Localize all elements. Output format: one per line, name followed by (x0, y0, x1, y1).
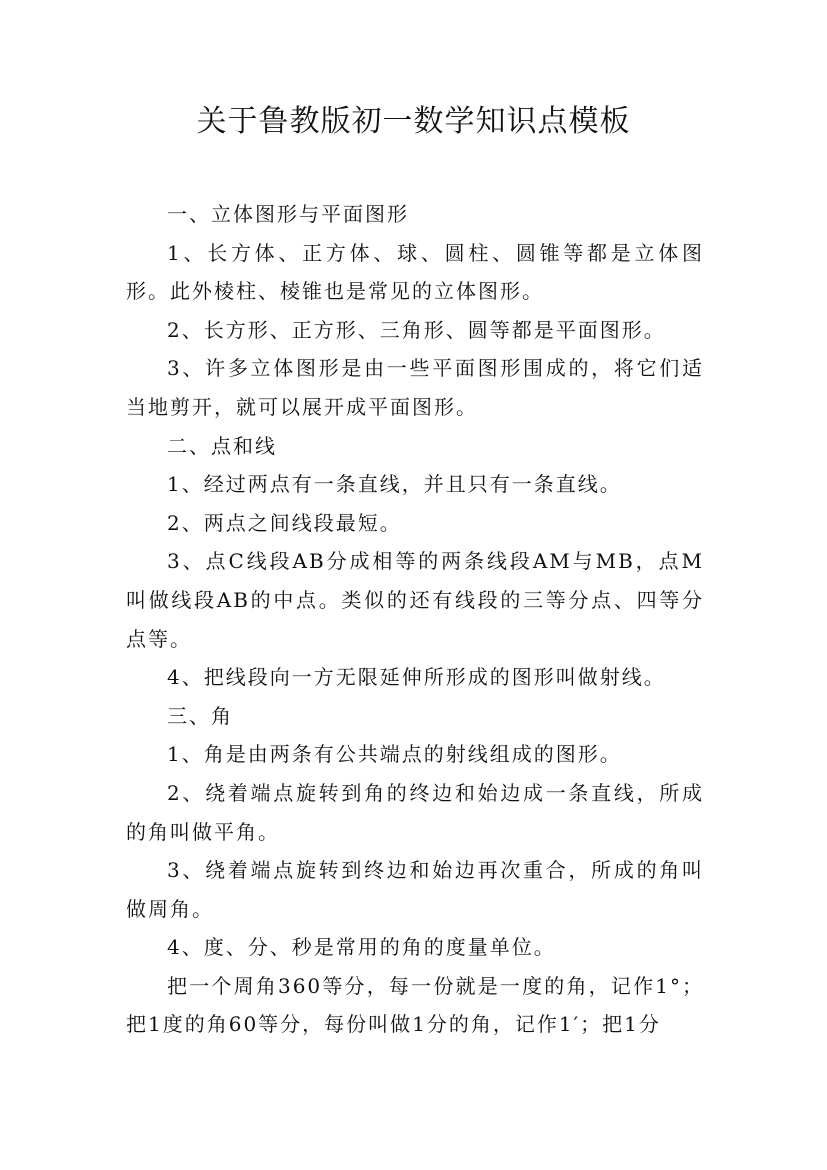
paragraph-shortest-segment: 2、两点之间线段最短。 (167, 510, 402, 535)
paragraph-midpoint: 3、点C线段AB分成相等的两条线段AM与MB，点M叫做线段AB的中点。类似的还有线段的三等分点、四等分点等。 (126, 549, 704, 651)
paragraph-angle-definition: 1、角是由两条有公共端点的射线组成的图形。 (167, 742, 622, 767)
paragraph-unfolding-solids: 3、许多立体图形是由一些平面图形围成的，将它们适当地剪开，就可以展开成平面图形。 (126, 356, 704, 419)
paragraph-straight-angle: 2、绕着端点旋转到角的终边和始边成一条直线，所成的角叫做平角。 (126, 780, 704, 844)
paragraph-ray: 4、把线段向一方无限延伸所形成的图形叫做射线。 (167, 665, 666, 690)
paragraph-degree-minute-definition: 把一个周角360等分，每一份就是一度的角，记作1°；把1度的角60等分，每份叫做1分的角，记作1′；把1分 (126, 973, 704, 1037)
section-heading-solid-and-plane-figures: 一、立体图形与平面图形 (167, 202, 409, 226)
paragraph-plane-figures: 2、长方形、正方形、三角形、圆等都是平面图形。 (167, 317, 666, 342)
section-heading-angles: 三、角 (167, 703, 233, 728)
paragraph-line-through-two-points: 1、经过两点有一条直线，并且只有一条直线。 (167, 472, 622, 497)
paragraph-solid-figures: 1、长方体、正方体、球、圆柱、圆锥等都是立体图形。此外棱柱、棱锥也是常见的立体图形。 (126, 240, 704, 304)
paragraph-full-angle: 3、绕着端点旋转到终边和始边再次重合，所成的角叫做周角。 (126, 858, 704, 921)
section-heading-points-and-lines: 二、点和线 (167, 433, 277, 458)
paragraph-angle-units: 4、度、分、秒是常用的角的度量单位。 (167, 935, 556, 960)
document-title: 关于鲁教版初一数学知识点模板 (196, 104, 631, 139)
document-body (126, 195, 704, 1044)
